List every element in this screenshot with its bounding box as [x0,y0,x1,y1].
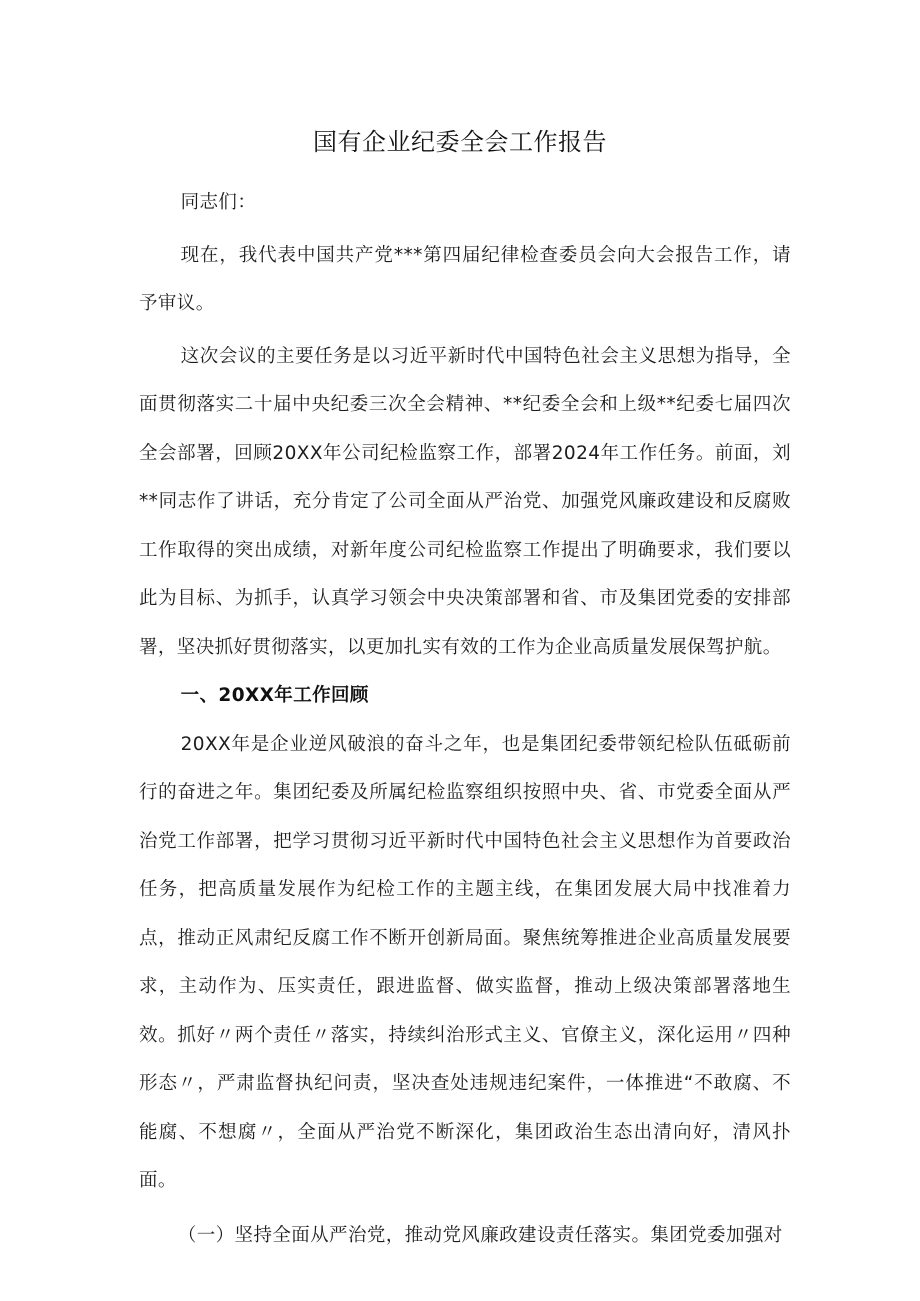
section-heading: 一、20XX年工作回顾 [180,685,369,706]
paragraph-review: 20XX年是企业逆风破浪的奋斗之年，也是集团纪委带领纪检队伍砥砺前行的奋进之年。集团纪委及所属纪检监察组织按照中央、省、市党委全面从严治党工作部署，把学习贯彻习近平新时代中国特色社会主义思想作为首要政治任务，把高质量发展作为纪检工作的主题主线，在集团发展大局中找准着力点，推动正风肃纪反腐工作不断开创新局面。聚焦统筹推进企业高质量发展要求，主动作为、压实责任，跟进监督、做实监督，推动上级决策部署落地生效。抓好〃两个责任〃落实，持续纠治形式主义、官僚主义，深化运用〃四种形态〃，严肃监督执纪问责，坚决查处违规违纪案件，一体推进“不敢腐、不能腐、不想腐〃，全面从严治党不断深化，集团政治生态出清向好，清风扑面。 [139,733,791,1191]
paragraph-meeting-tasks: 这次会议的主要任务是以习近平新时代中国特色社会主义思想为指导，全面贯彻落实二十届中央纪委三次全会精神、**纪委全会和上级**纪委七届四次全会部署，回顾20XX年公司纪检监察工作，部署2024年工作任务。前面，刘**同志作了讲话，充分肯定了公司全面从严治党、加强党风廉政建设和反腐败工作取得的突出成绩，对新年度公司纪检监察工作提出了明确要求，我们要以此为目标、为抓手，认真学习领会中央决策部署和省、市及集团党委的安排部署，坚决抓好贯彻落实，以更加扎实有效的工作为企业高质量发展保驾护航。 [139,345,791,658]
paragraph-intro: 现在，我代表中国共产党***第四届纪律检查委员会向大会报告工作，请予审议。 [139,244,791,314]
paragraph-subsection-one: （一）坚持全面从严治党，推动党风廉政建设责任落实。集团党委加强对 [177,1224,783,1246]
document-body [139,179,791,1260]
document-title: 国有企业纪委全会工作报告 [313,128,607,156]
salutation: 同志们： [180,192,257,213]
